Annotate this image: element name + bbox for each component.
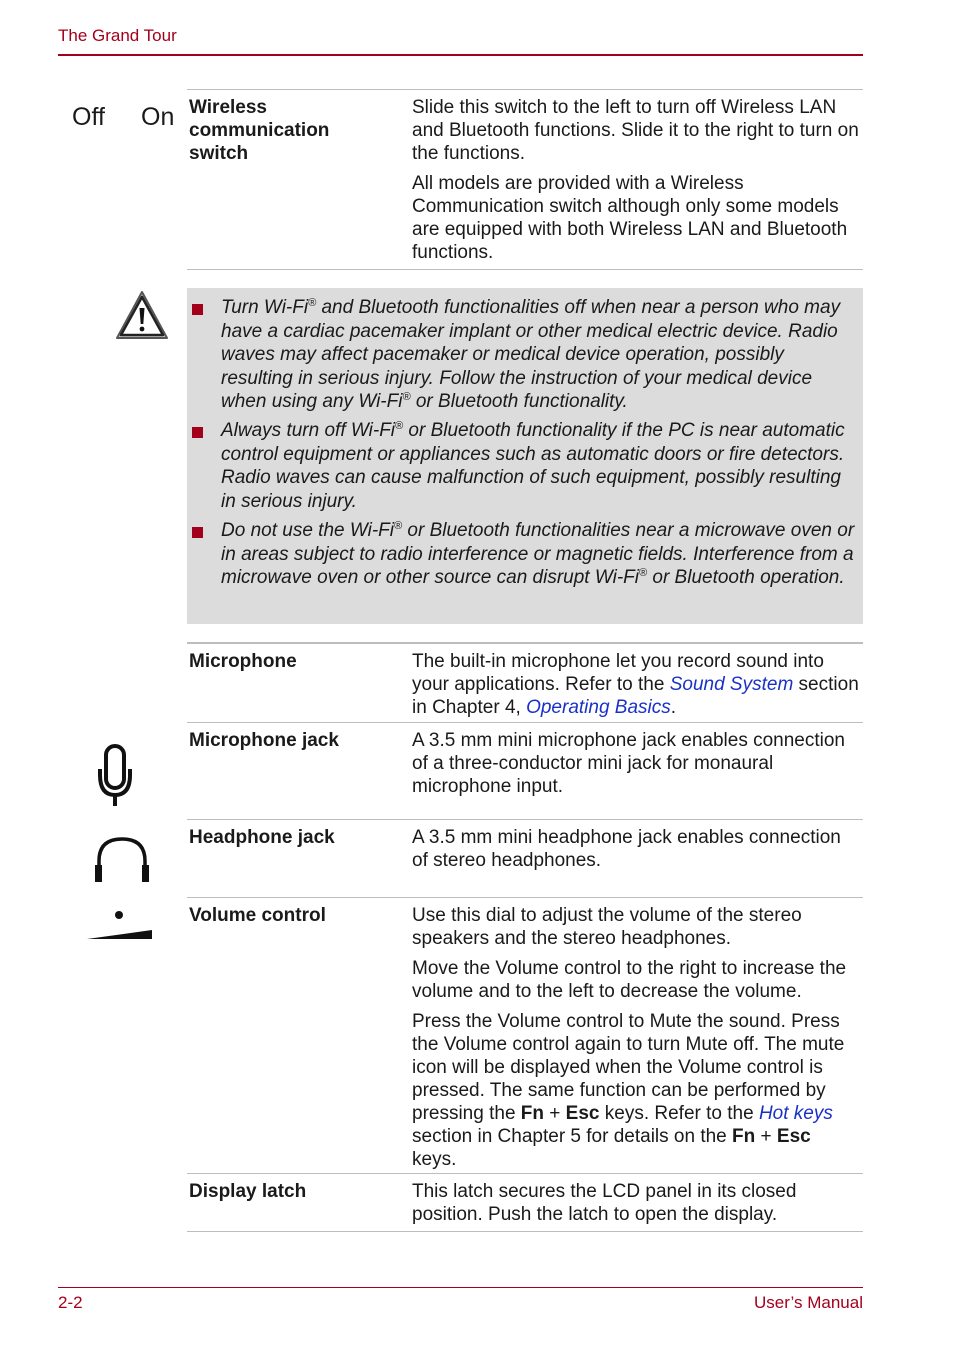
term-microphone: Microphone — [189, 651, 297, 672]
desc-microphone-jack: A 3.5 mm mini microphone jack enables connection of a three-conductor mini jack for monaural microphone input. — [412, 730, 846, 797]
desc-volume-p1: Use this dial to adjust the volume of the stereo speakers and the stereo headphones. — [412, 905, 802, 949]
table-row-headphone-jack — [187, 819, 863, 898]
table-row-volume-control — [187, 897, 863, 1174]
table-row-wireless — [187, 89, 863, 270]
desc-display-latch: This latch secures the LCD panel in its closed position. Push the latch to open the display. — [412, 1181, 797, 1225]
warning-box — [187, 288, 863, 624]
bullet-square-icon — [192, 304, 203, 315]
volume-icon — [86, 908, 156, 942]
desc-volume-p3: Press the Volume control to Mute the sound. Press the Volume control again to turn Mute off. The mute icon will be displayed when the Volume control is pressed. The same function can be performed by pressing the Fn + Esc keys. Refer to the Hot keys section in Chapter 5 for details on the Fn + Esc keys. — [412, 1011, 845, 1170]
bullet-square-icon — [192, 427, 203, 438]
switch-on-label: On — [141, 103, 175, 131]
link-operating-basics[interactable]: Operating Basics — [526, 697, 671, 718]
running-header: The Grand Tour — [58, 26, 177, 45]
desc-volume-p2: Move the Volume control to the right to increase the volume and to the left to decrease the volume. — [412, 958, 847, 1002]
warning-icon — [114, 288, 170, 342]
desc-headphone-jack: A 3.5 mm mini headphone jack enables connection of stereo headphones. — [412, 827, 841, 871]
link-hot-keys[interactable]: Hot keys — [758, 1103, 833, 1124]
table-row-display-latch — [187, 1173, 863, 1232]
link-sound-system[interactable]: Sound System — [669, 674, 794, 695]
desc-microphone: The built-in microphone let you record sound into your applications. Refer to the Sound System section in Chapter 4, Operating Basics. — [412, 651, 859, 718]
switch-off-label: Off — [72, 103, 105, 131]
term-wireless: Wireless communication switch — [189, 97, 330, 164]
desc-wireless-p2: All models are provided with a Wireless Communication switch although only some models are equipped with both Wireless LAN and Bluetooth functions. — [412, 173, 848, 263]
table-row-microphone — [187, 642, 863, 724]
table-row-microphone-jack — [187, 722, 863, 820]
desc-volume-control — [412, 904, 860, 1178]
warning-text: Turn Wi-Fi® and Bluetooth functionalities off when near a person who may have a cardiac pacemaker implant or other medical electric device. Radio waves may affect pacemaker or medical device operation, possibly resulting in serious injury. Follow the instruction of your medical device when using any Wi-Fi® or Bluetooth functionality. — [221, 297, 841, 412]
warning-text: Always turn off Wi-Fi® or Bluetooth functionality if the PC is near automatic control equipment or appliances such as automatic doors or fire detectors. Radio waves can cause malfunction of such equipment, possibly resulting in serious injury. — [221, 420, 845, 512]
term-microphone-jack: Microphone jack — [189, 730, 339, 751]
header-rule — [58, 54, 863, 56]
microphone-icon — [96, 743, 142, 809]
manual-title: User’s Manual — [754, 1293, 863, 1312]
footer-rule — [58, 1287, 863, 1288]
desc-wireless — [412, 96, 860, 271]
term-display-latch: Display latch — [189, 1181, 307, 1202]
headphone-icon — [93, 835, 151, 885]
term-volume-control: Volume control — [189, 905, 326, 926]
page-number: 2-2 — [58, 1293, 83, 1312]
term-headphone-jack: Headphone jack — [189, 827, 335, 848]
warning-text: Do not use the Wi-Fi® or Bluetooth functionalities near a microwave oven or in areas subject to radio interference or magnetic fields. Interference from a microwave oven or other source can disrupt Wi-Fi® or Bluetooth operation. — [221, 520, 855, 588]
desc-wireless-p1: Slide this switch to the left to turn off Wireless LAN and Bluetooth functions. Slide it to the right to turn on the functions. — [412, 97, 859, 164]
bullet-square-icon — [192, 527, 203, 538]
